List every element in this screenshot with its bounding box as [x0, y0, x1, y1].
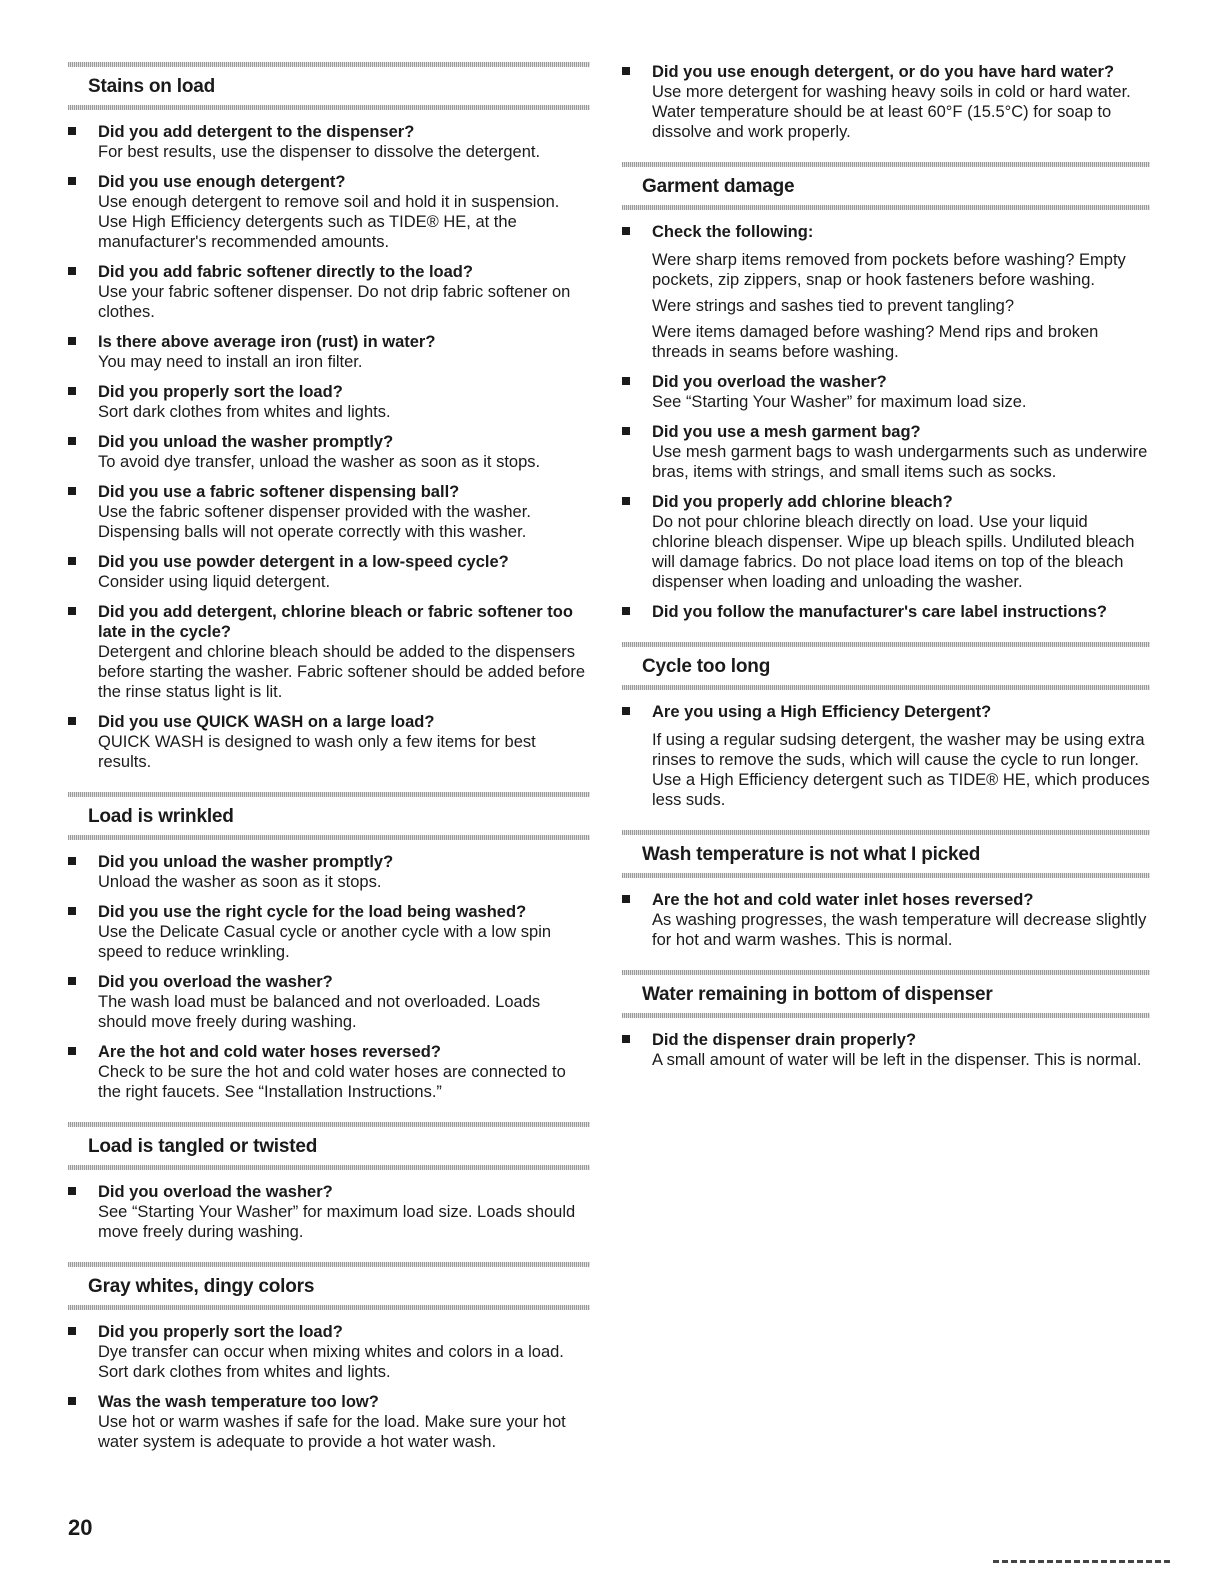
troubleshooting-section — [622, 830, 1150, 970]
square-bullet-icon — [68, 857, 76, 865]
faq-answer: Were sharp items removed from pockets before washing? Empty pockets, zip zippers, snap or hook fasteners before washing. — [652, 251, 1126, 289]
faq-question: Did you use a fabric softener dispensing ball? — [98, 483, 460, 501]
faq-item — [68, 972, 590, 1032]
faq-answer: You may need to install an iron filter. — [98, 353, 363, 371]
section-spacer — [622, 1080, 1150, 1090]
faq-item — [622, 1030, 1150, 1070]
section-spacer — [68, 782, 590, 792]
faq-answer: QUICK WASH is designed to wash only a few items for best results. — [98, 733, 536, 771]
square-bullet-icon — [68, 487, 76, 495]
faq-item — [622, 372, 1150, 412]
faq-question: Did you add detergent, chlorine bleach or fabric softener too late in the cycle? — [98, 603, 573, 641]
page-number: 20 — [68, 1515, 93, 1540]
section-spacer — [68, 1462, 590, 1472]
section-header — [68, 62, 590, 110]
faq-answer: Use the fabric softener dispenser provided with the washer. Dispensing balls will not operate correctly with this washer. — [98, 503, 531, 541]
faq-item — [622, 702, 1150, 810]
section-rule-bottom — [68, 1305, 590, 1310]
square-bullet-icon — [68, 1397, 76, 1405]
faq-question: Did you use enough detergent, or do you have hard water? — [652, 63, 1115, 81]
section-spacer — [68, 1252, 590, 1262]
square-bullet-icon — [68, 1047, 76, 1055]
troubleshooting-section — [68, 792, 590, 1122]
square-bullet-icon — [622, 497, 630, 505]
section-spacer — [622, 960, 1150, 970]
faq-question: Did the dispenser drain properly? — [652, 1031, 917, 1049]
faq-item — [68, 262, 590, 322]
square-bullet-icon — [68, 557, 76, 565]
faq-answer: Consider using liquid detergent. — [98, 573, 331, 591]
faq-question: Are the hot and cold water inlet hoses reversed? — [652, 891, 1034, 909]
faq-question: Did you unload the washer promptly? — [98, 853, 394, 871]
faq-question: Are the hot and cold water hoses reversed? — [98, 1043, 441, 1061]
square-bullet-icon — [622, 607, 630, 615]
square-bullet-icon — [68, 177, 76, 185]
section-header — [68, 1262, 590, 1310]
faq-item — [622, 602, 1150, 622]
section-spacer — [68, 1112, 590, 1122]
section-header — [622, 162, 1150, 210]
faq-question: Are you using a High Efficiency Detergent? — [652, 703, 992, 721]
section-spacer — [622, 632, 1150, 642]
faq-answer: Were items damaged before washing? Mend rips and broken threads in seams before washing. — [652, 323, 1099, 361]
faq-question: Did you follow the manufacturer's care label instructions? — [652, 603, 1108, 621]
faq-answer: The wash load must be balanced and not overloaded. Loads should move freely during washing. — [98, 993, 541, 1031]
faq-answer: Unload the washer as soon as it stops. — [98, 873, 382, 891]
square-bullet-icon — [68, 1327, 76, 1335]
section-header — [68, 792, 590, 840]
faq-answer: If using a regular sudsing detergent, the washer may be using extra rinses to remove the suds, which will cause the cycle to run longer. Use a High Efficiency detergent such as TIDE® HE, which produces less suds. — [652, 731, 1150, 809]
section-spacer — [622, 152, 1150, 162]
faq-answer: To avoid dye transfer, unload the washer as soon as it stops. — [98, 453, 541, 471]
faq-answer: A small amount of water will be left in the dispenser. This is normal. — [652, 1051, 1142, 1069]
faq-item — [68, 1182, 590, 1242]
section-title: Load is tangled or twisted — [88, 1136, 318, 1157]
faq-item — [622, 422, 1150, 482]
section-header — [622, 830, 1150, 878]
square-bullet-icon — [68, 907, 76, 915]
section-title: Wash temperature is not what I picked — [642, 844, 981, 865]
faq-item — [68, 332, 590, 372]
faq-item — [68, 122, 590, 162]
square-bullet-icon — [68, 267, 76, 275]
faq-question: Did you use the right cycle for the load being washed? — [98, 903, 527, 921]
troubleshooting-section — [622, 970, 1150, 1090]
square-bullet-icon — [68, 1187, 76, 1195]
section-rule-bottom — [622, 1013, 1150, 1018]
square-bullet-icon — [68, 977, 76, 985]
faq-item — [68, 1322, 590, 1382]
faq-question: Did you use a mesh garment bag? — [652, 423, 921, 441]
faq-answer: Do not pour chlorine bleach directly on load. Use your liquid chlorine bleach dispenser. Wipe up bleach spills. Undiluted bleach will damage fabrics. Do not place load items on top of the bleach dispenser when loading and unloading the washer. — [652, 513, 1135, 591]
troubleshooting-section — [68, 1262, 590, 1472]
faq-item — [68, 1392, 590, 1452]
section-title: Cycle too long — [642, 656, 771, 677]
faq-answer: Use hot or warm washes if safe for the load. Make sure your hot water system is adequate to provide a hot water wash. — [98, 1413, 566, 1451]
faq-answer: See “Starting Your Washer” for maximum load size. Loads should move freely during washing. — [98, 1203, 576, 1241]
faq-item — [68, 902, 590, 962]
faq-item — [622, 890, 1150, 950]
faq-item — [68, 712, 590, 772]
faq-item — [622, 222, 1150, 362]
square-bullet-icon — [622, 895, 630, 903]
section-title: Garment damage — [642, 176, 795, 197]
square-bullet-icon — [622, 707, 630, 715]
troubleshooting-section — [68, 1122, 590, 1262]
faq-answer: Use mesh garment bags to wash undergarments such as underwire bras, items with strings, and small items such as socks. — [652, 443, 1148, 481]
faq-question: Did you use powder detergent in a low-speed cycle? — [98, 553, 509, 571]
faq-answer: Use enough detergent to remove soil and hold it in suspension. Use High Efficiency detergents such as TIDE® HE, at the manufacturer's recommended amounts. — [98, 193, 560, 251]
faq-answer: Detergent and chlorine bleach should be added to the dispensers before starting the washer. Fabric softener should be added before the rinse status light is lit. — [98, 643, 586, 701]
square-bullet-icon — [68, 607, 76, 615]
faq-answer: For best results, use the dispenser to dissolve the detergent. — [98, 143, 541, 161]
faq-item — [622, 492, 1150, 592]
faq-question: Did you use QUICK WASH on a large load? — [98, 713, 435, 731]
faq-answer: Use your fabric softener dispenser. Do not drip fabric softener on clothes. — [98, 283, 571, 321]
faq-answer: See “Starting Your Washer” for maximum load size. — [652, 393, 1027, 411]
faq-item — [68, 602, 590, 702]
faq-question: Did you overload the washer? — [98, 1183, 333, 1201]
faq-question: Did you unload the washer promptly? — [98, 433, 394, 451]
faq-item — [68, 382, 590, 422]
faq-item — [622, 62, 1150, 142]
faq-item — [68, 482, 590, 542]
faq-question: Was the wash temperature too low? — [98, 1393, 379, 1411]
section-title: Gray whites, dingy colors — [88, 1276, 315, 1297]
square-bullet-icon — [68, 717, 76, 725]
section-rule-bottom — [68, 1165, 590, 1170]
faq-answer: Use the Delicate Casual cycle or another cycle with a low spin speed to reduce wrinkling. — [98, 923, 552, 961]
section-rule-bottom — [622, 205, 1150, 210]
section-rule-bottom — [622, 685, 1150, 690]
faq-question: Check the following: — [652, 223, 814, 241]
faq-question: Did you overload the washer? — [98, 973, 333, 991]
faq-question: Did you overload the washer? — [652, 373, 887, 391]
section-title: Load is wrinkled — [88, 806, 234, 827]
faq-question: Did you add fabric softener directly to the load? — [98, 263, 473, 281]
section-rule-bottom — [68, 835, 590, 840]
faq-answer: As washing progresses, the wash temperature will decrease slightly for hot and warm washes. This is normal. — [652, 911, 1147, 949]
section-header — [622, 970, 1150, 1018]
faq-answer: Use more detergent for washing heavy soils in cold or hard water. Water temperature should be at least 60°F (15.5°C) for soap to dissolve and work properly. — [652, 83, 1131, 141]
faq-question: Did you properly sort the load? — [98, 383, 343, 401]
section-title: Water remaining in bottom of dispenser — [642, 984, 993, 1005]
faq-question: Did you properly sort the load? — [98, 1323, 343, 1341]
troubleshooting-section — [622, 162, 1150, 642]
faq-answer: Sort dark clothes from whites and lights. — [98, 403, 391, 421]
section-rule-bottom — [68, 105, 590, 110]
faq-item — [68, 172, 590, 252]
square-bullet-icon — [622, 377, 630, 385]
troubleshooting-section — [622, 642, 1150, 830]
faq-question: Is there above average iron (rust) in water? — [98, 333, 436, 351]
faq-question: Did you use enough detergent? — [98, 173, 346, 191]
troubleshooting-section — [68, 62, 590, 792]
square-bullet-icon — [622, 427, 630, 435]
square-bullet-icon — [68, 337, 76, 345]
faq-item — [68, 432, 590, 472]
faq-item — [68, 552, 590, 592]
faq-answer: Were strings and sashes tied to prevent tangling? — [652, 297, 1014, 315]
square-bullet-icon — [68, 127, 76, 135]
square-bullet-icon — [622, 67, 630, 75]
square-bullet-icon — [622, 227, 630, 235]
right-column — [622, 62, 1150, 1090]
section-header — [622, 642, 1150, 690]
faq-answer: Dye transfer can occur when mixing whites and colors in a load. Sort dark clothes from whites and lights. — [98, 1343, 564, 1381]
square-bullet-icon — [68, 437, 76, 445]
faq-question: Did you properly add chlorine bleach? — [652, 493, 953, 511]
section-rule-bottom — [622, 873, 1150, 878]
faq-answer: Check to be sure the hot and cold water hoses are connected to the right faucets. See “Installation Instructions.” — [98, 1063, 566, 1101]
section-title: Stains on load — [88, 76, 216, 97]
section-spacer — [622, 820, 1150, 830]
troubleshooting-section — [622, 62, 1150, 162]
section-header — [68, 1122, 590, 1170]
faq-item — [68, 1042, 590, 1102]
square-bullet-icon — [68, 387, 76, 395]
left-column — [68, 62, 590, 1472]
footer-registration-marks — [993, 1560, 1173, 1563]
faq-item — [68, 852, 590, 892]
faq-question: Did you add detergent to the dispenser? — [98, 123, 415, 141]
square-bullet-icon — [622, 1035, 630, 1043]
